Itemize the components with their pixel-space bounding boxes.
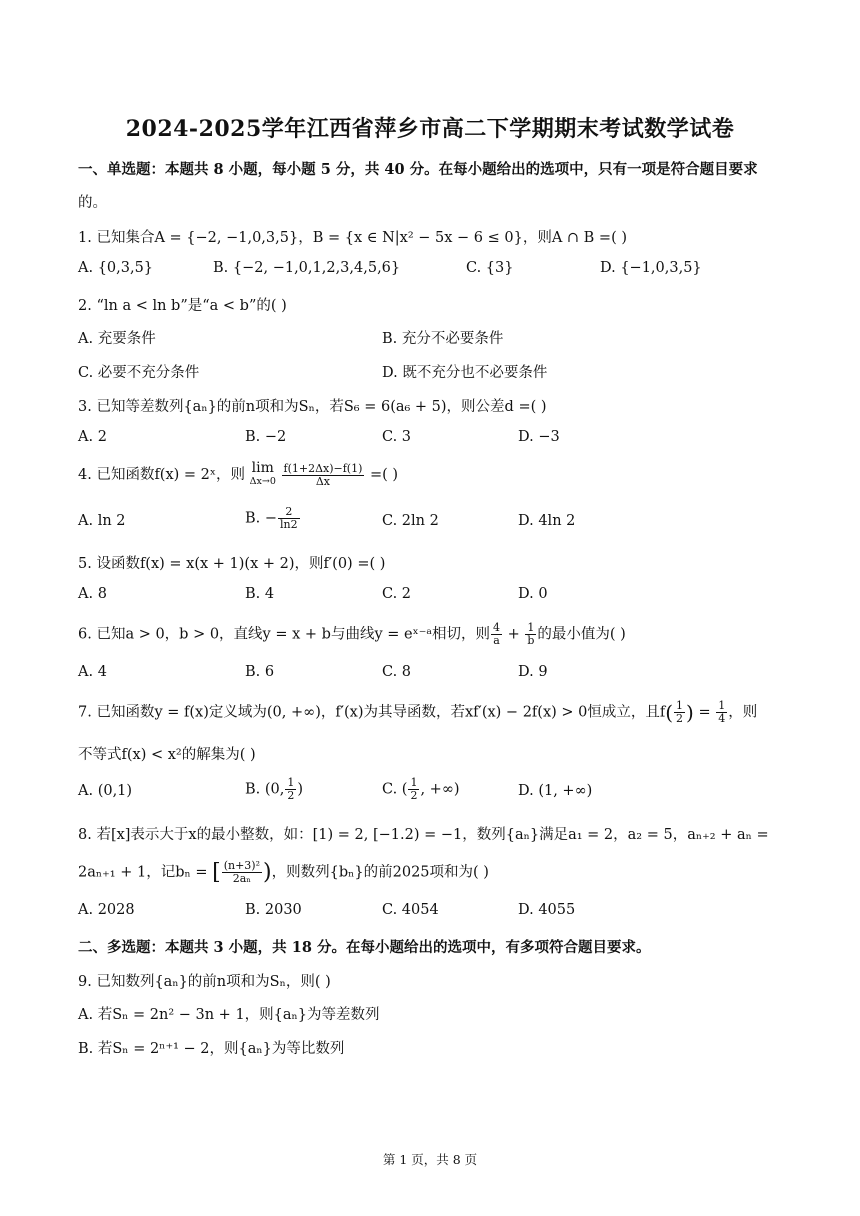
q5-option-b: B. 4 bbox=[245, 586, 275, 602]
q3-option-a: A. 2 bbox=[78, 429, 107, 445]
q4-option-b-pre: B. − bbox=[245, 510, 278, 527]
question-8-line-1: 8. 若[x]表示大于x的最小整数，如：[1) = 2, [−1.2) = −1，数列{aₙ}满足a₁ = 2，a₂ = 5，aₙ₊₂ + aₙ = bbox=[78, 827, 769, 843]
q6-option-b: B. 6 bbox=[245, 664, 275, 680]
q9-option-b: B. 若Sₙ = 2ⁿ⁺¹ − 2，则{aₙ}为等比数列 bbox=[78, 1041, 345, 1057]
q7-option-c-fraction bbox=[408, 777, 419, 802]
q8-option-c: C. 4054 bbox=[382, 902, 439, 918]
q9-option-a: A. 若Sₙ = 2n² − 3n + 1，则{aₙ}为等差数列 bbox=[78, 1007, 380, 1023]
q4-limit bbox=[250, 462, 276, 488]
q5-option-c: C. 2 bbox=[382, 586, 412, 602]
q7-option-c bbox=[382, 777, 460, 802]
q6-option-d: D. 9 bbox=[518, 664, 548, 680]
q4-limit-word: lim bbox=[251, 460, 274, 476]
q7-line1-post: ，则 bbox=[728, 704, 758, 721]
question-4-stem bbox=[78, 462, 782, 488]
page-title: 2024-2025学年江西省萍乡市高二下学期期末考试数学试卷 bbox=[125, 116, 735, 142]
q7-option-c-post: , +∞) bbox=[420, 781, 460, 798]
q8-fraction bbox=[222, 860, 262, 885]
q6-fraction-2-den: b bbox=[527, 634, 535, 647]
q8-fraction-num: (n+3)² bbox=[223, 859, 261, 872]
q4-limit-sub: Δx→0 bbox=[249, 476, 276, 487]
q2-option-d: D. 既不充分也不必要条件 bbox=[382, 365, 548, 381]
q4-stem-post: =( ) bbox=[370, 467, 399, 483]
q6-fraction-2 bbox=[525, 622, 536, 647]
q7-half-num: 1 bbox=[676, 699, 684, 712]
q1-option-d: D. {−1,0,3,5} bbox=[600, 260, 702, 276]
q4-option-b-num: 2 bbox=[278, 506, 300, 519]
q7-option-b-pre: B. (0, bbox=[245, 781, 285, 798]
q7-paren-open: ( bbox=[665, 700, 674, 725]
q5-option-a: A. 8 bbox=[78, 586, 107, 602]
q4-option-a: A. ln 2 bbox=[78, 513, 126, 529]
q1-option-b: B. {−2, −1,0,1,2,3,4,5,6} bbox=[213, 260, 401, 276]
q8-bracket-open: [ bbox=[212, 860, 221, 885]
q7-option-b-den: 2 bbox=[287, 789, 295, 802]
q7-option-a: A. (0,1) bbox=[78, 783, 133, 799]
q7-option-b-fraction bbox=[285, 777, 296, 802]
q7-line1-pre: 7. 已知函数y = f(x)定义域为(0, +∞)，f′(x)为其导函数，若xf′(x) − 2f(x) > 0恒成立，且f bbox=[78, 704, 666, 721]
q4-option-c: C. 2ln 2 bbox=[382, 513, 439, 529]
question-3-stem: 3. 已知等差数列{aₙ}的前n项和为Sₙ，若S₆ = 6(a₆ + 5)，则公差d =( ) bbox=[78, 399, 547, 415]
question-7-line-1 bbox=[78, 700, 782, 725]
q6-fraction-1 bbox=[491, 622, 502, 647]
q6-option-c: C. 8 bbox=[382, 664, 412, 680]
q7-quarter-num: 1 bbox=[718, 699, 726, 712]
q6-plus: + bbox=[502, 626, 525, 643]
section2-heading: 二、多选题：本题共 3 小题，共 18 分。在每小题给出的选项中，有多项符合题目要求。 bbox=[78, 939, 651, 956]
question-9-stem: 9. 已知数列{aₙ}的前n项和为Sₙ，则( ) bbox=[78, 974, 331, 990]
question-8-line-2 bbox=[78, 860, 782, 885]
q4-option-d: D. 4ln 2 bbox=[518, 513, 576, 529]
q2-option-c: C. 必要不充分条件 bbox=[78, 365, 200, 381]
q8-line2-pre: 2aₙ₊₁ + 1，记bₙ = bbox=[78, 864, 213, 881]
q8-option-d: D. 4055 bbox=[518, 902, 576, 918]
q5-option-d: D. 0 bbox=[518, 586, 548, 602]
q7-half bbox=[674, 700, 685, 725]
q6-fraction-1-den: a bbox=[493, 634, 500, 647]
q7-option-c-num: 1 bbox=[410, 776, 418, 789]
q7-option-c-den: 2 bbox=[410, 789, 418, 802]
q7-half-den: 2 bbox=[676, 712, 684, 725]
q6-fraction-1-num: 4 bbox=[492, 621, 500, 634]
section1-heading-line2: 的。 bbox=[78, 195, 107, 211]
q8-bracket-close: ) bbox=[263, 860, 272, 885]
question-1-stem: 1. 已知集合A = {−2, −1,0,3,5}，B = {x ∈ N|x² − 5x − 6 ≤ 0}，则A ∩ B =( ) bbox=[78, 230, 628, 246]
q3-option-d: D. −3 bbox=[518, 429, 560, 445]
q6-stem-pre: 6. 已知a > 0，b > 0，直线y = x + b与曲线y = eˣ⁻ᵃ相切，则 bbox=[78, 626, 490, 643]
q7-paren-close: ) bbox=[686, 700, 694, 725]
question-5-stem: 5. 设函数f(x) = x(x + 1)(x + 2)，则f′(0) =( ) bbox=[78, 556, 386, 572]
q8-fraction-den: 2aₙ bbox=[232, 872, 252, 885]
q7-quarter-den: 4 bbox=[718, 712, 726, 725]
question-7-line-2: 不等式f(x) < x²的解集为( ) bbox=[78, 747, 256, 763]
question-2-stem: 2. “ln a < ln b”是“a < b”的( ) bbox=[78, 298, 287, 314]
q4-fraction-num: f(1+2Δx)−f(1) bbox=[283, 461, 363, 475]
q2-option-b: B. 充分不必要条件 bbox=[382, 331, 504, 347]
q4-fraction bbox=[282, 463, 365, 488]
q8-option-a: A. 2028 bbox=[78, 902, 135, 918]
q1-option-c: C. {3} bbox=[466, 260, 514, 276]
q7-option-d: D. (1, +∞) bbox=[518, 783, 593, 799]
page-footer: 第 1 页，共 8 页 bbox=[382, 1152, 478, 1167]
q4-option-b-den: ln2 bbox=[280, 518, 298, 531]
q7-option-b-post: ) bbox=[297, 781, 304, 798]
q7-option-b bbox=[245, 777, 303, 802]
q8-line2-post: ，则数列{bₙ}的前2025项和为( ) bbox=[271, 864, 489, 881]
q3-option-c: C. 3 bbox=[382, 429, 412, 445]
q6-option-a: A. 4 bbox=[78, 664, 107, 680]
q2-option-a: A. 充要条件 bbox=[78, 331, 156, 347]
q4-option-b bbox=[245, 506, 301, 531]
q7-quarter bbox=[716, 700, 727, 725]
q8-option-b: B. 2030 bbox=[245, 902, 302, 918]
q7-option-b-num: 1 bbox=[287, 776, 295, 789]
q4-stem-pre: 4. 已知函数f(x) = 2ˣ，则 bbox=[78, 467, 246, 483]
q6-fraction-2-num: 1 bbox=[525, 622, 536, 635]
q1-option-a: A. {0,3,5} bbox=[78, 260, 154, 276]
q4-option-b-fraction bbox=[278, 506, 300, 531]
q7-option-c-pre: C. ( bbox=[382, 781, 408, 798]
q7-eq: = bbox=[693, 704, 716, 721]
question-6-stem bbox=[78, 622, 782, 647]
q3-option-b: B. −2 bbox=[245, 429, 287, 445]
q6-stem-post: 的最小值为( ) bbox=[537, 626, 626, 643]
q4-fraction-den: Δx bbox=[315, 474, 331, 488]
section1-heading-line1: 一、单选题：本题共 8 小题，每小题 5 分，共 40 分。在每小题给出的选项中，只有一项是符合题目要求 bbox=[78, 161, 758, 178]
